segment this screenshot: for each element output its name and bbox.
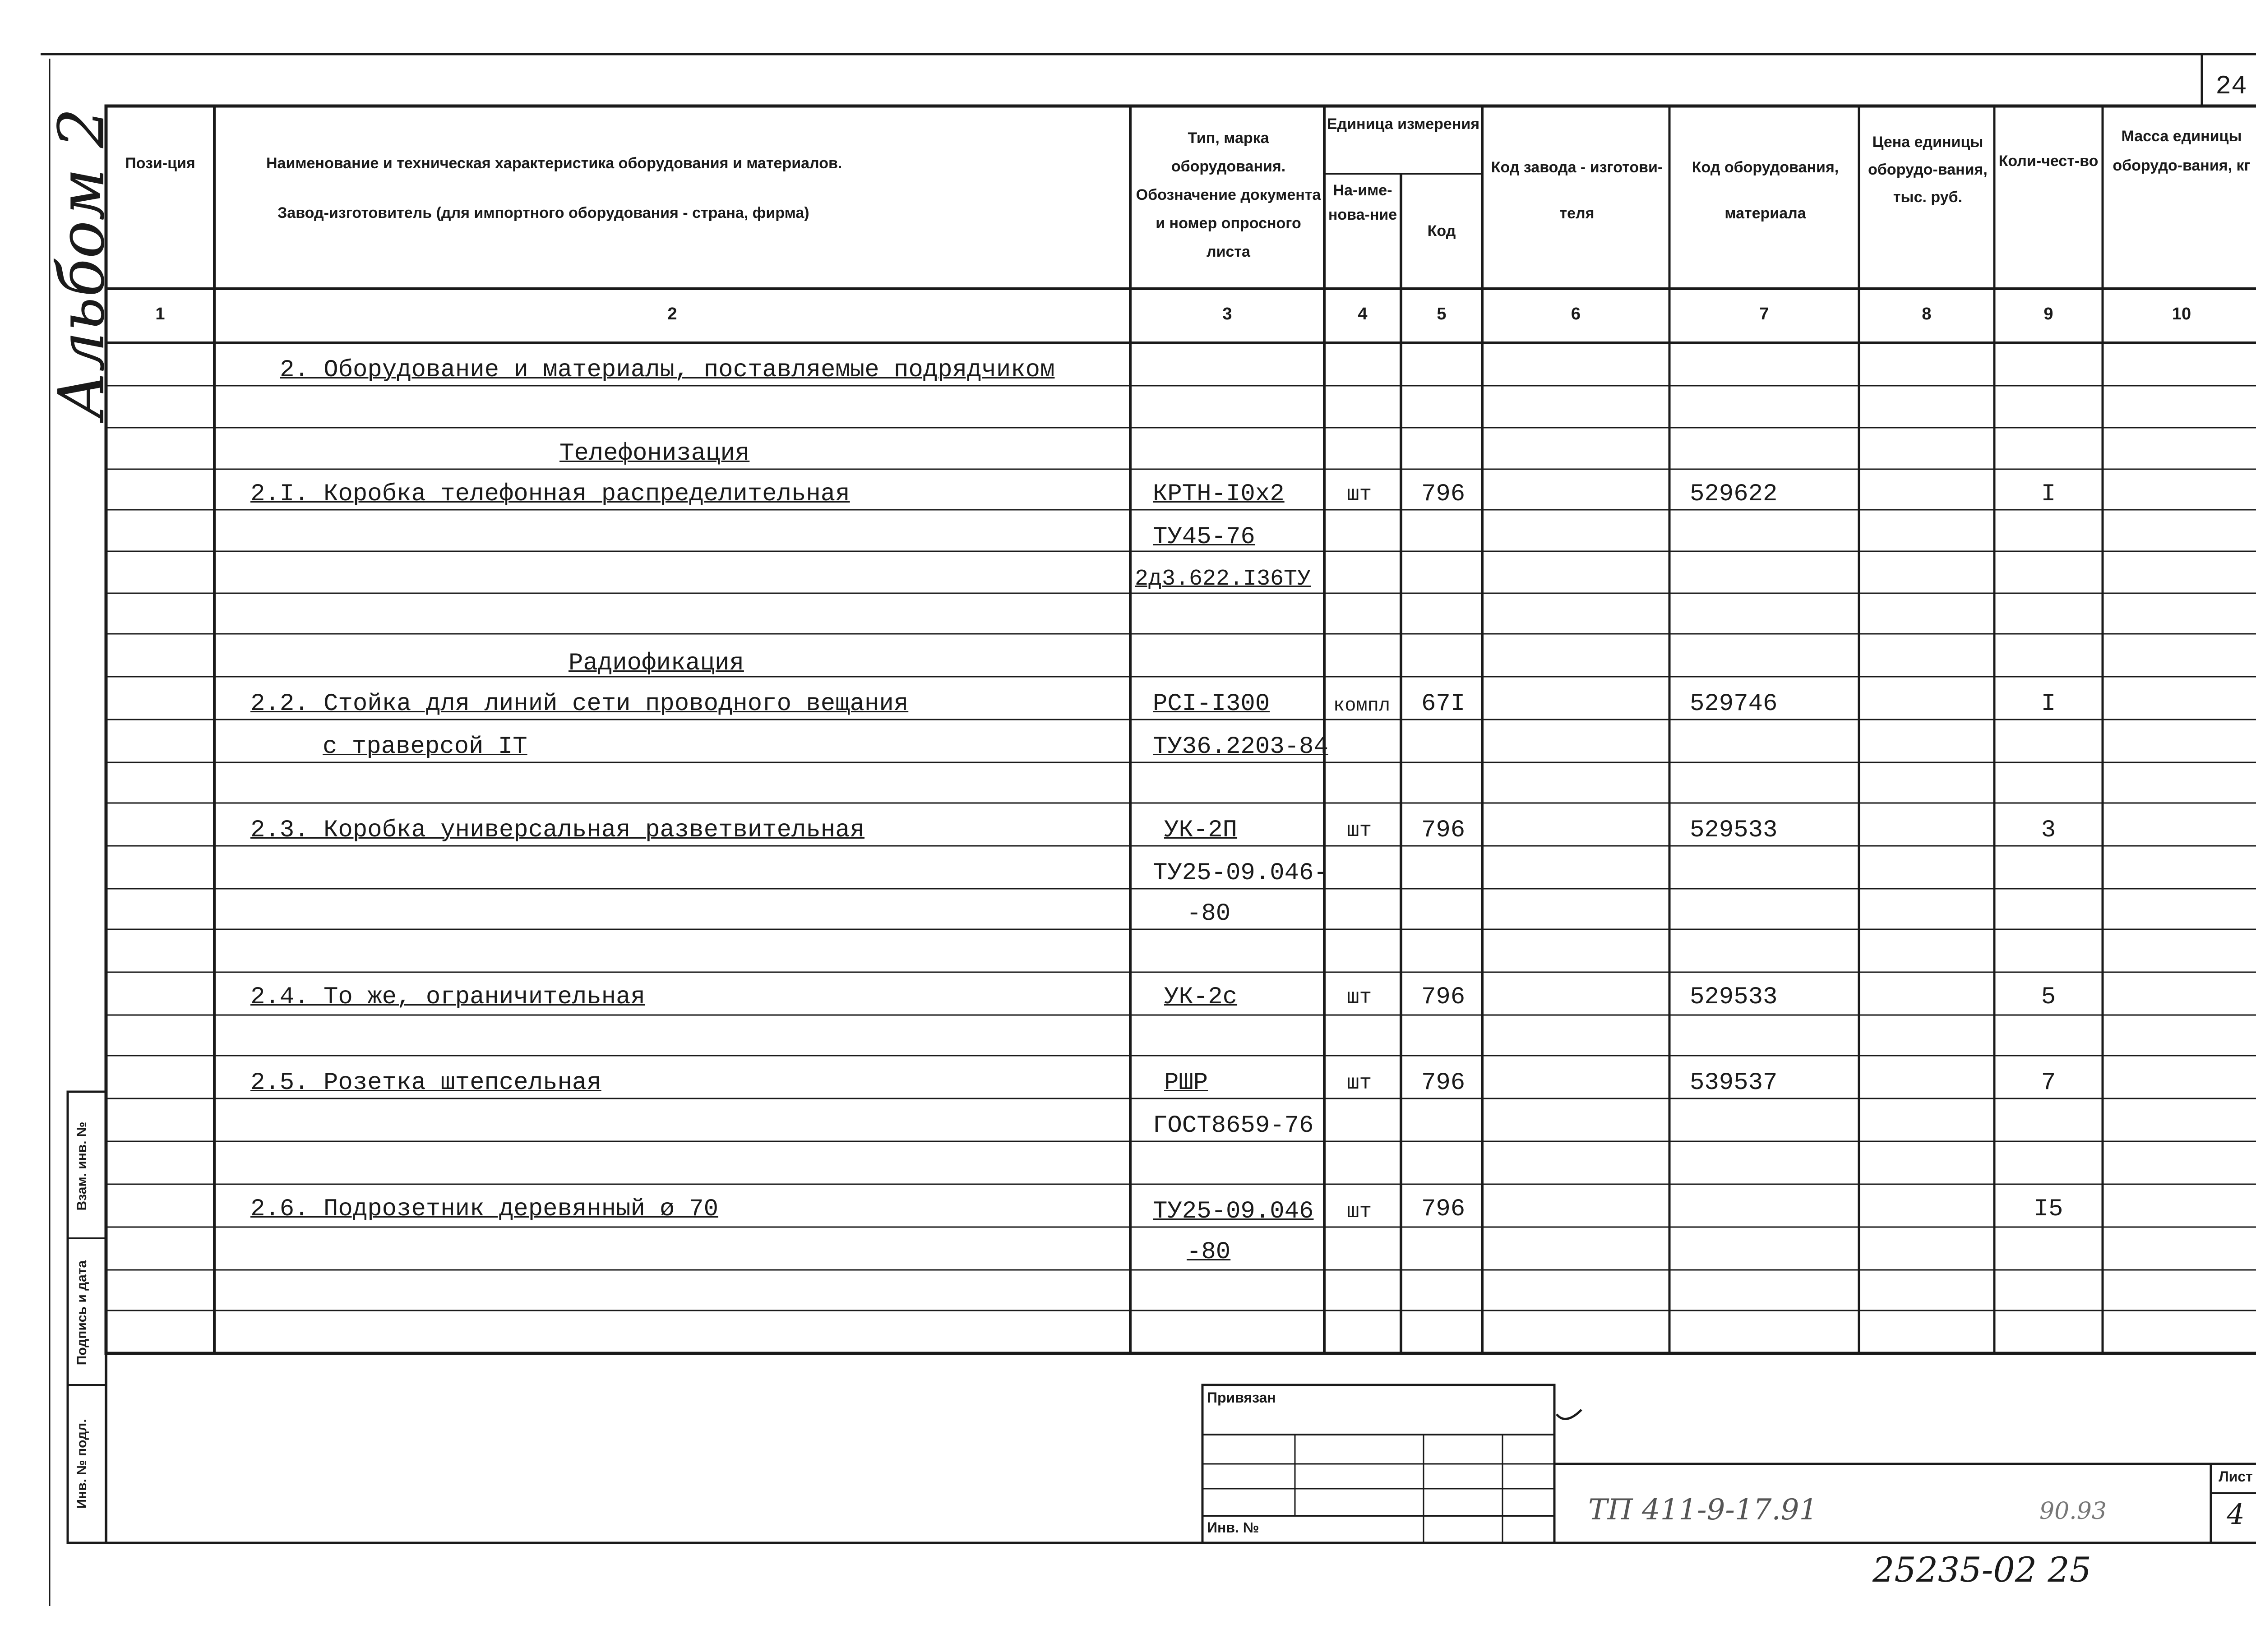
col-number: 10	[2172, 305, 2191, 323]
col-number: 4	[1358, 305, 1368, 323]
row-unit-code: 796	[1421, 1195, 1465, 1223]
header-name-line1: Наименование и техническая характеристика оборудования и материалов.	[266, 155, 842, 172]
col-number: 8	[1922, 305, 1932, 323]
row-qty: I	[2041, 480, 2056, 508]
archive-number: 25235-02 25	[1872, 1550, 2092, 1590]
album-label: Альбом 2	[45, 108, 119, 420]
col-number: 5	[1437, 305, 1447, 323]
row-name: 2.I. Коробка телефонная распределительная	[250, 480, 850, 508]
row-code: 529533	[1690, 817, 1778, 844]
row-unit: компл	[1333, 695, 1391, 716]
header-quantity: Коли-чест-во	[1998, 152, 2099, 170]
row-code: 529533	[1690, 983, 1778, 1011]
header-unit-code: Код	[1427, 222, 1456, 240]
row-unit: шт	[1347, 986, 1372, 1009]
col-number: 9	[2043, 305, 2053, 323]
section-radio: Радиофикация	[569, 650, 744, 677]
row-name: 2.5. Розетка штепсельная	[250, 1069, 601, 1097]
row-type: 2д3.622.I36ТУ	[1135, 566, 1311, 592]
row-name: 2.4. То же, ограничительная	[250, 983, 645, 1011]
row-qty: I	[2041, 690, 2056, 718]
col-number: 7	[1759, 305, 1769, 323]
col-number: 1	[155, 305, 165, 323]
row-type: РСI-I300	[1153, 690, 1270, 718]
row-name: 2.2. Стойка для линий сети проводного вещания	[250, 690, 909, 718]
row-type: РШР	[1164, 1069, 1208, 1097]
row-unit: шт	[1347, 819, 1372, 842]
header-unit-group: Единица измерения	[1327, 115, 1480, 133]
row-type: ТУ45-76	[1153, 523, 1255, 551]
row-name: 2.3. Коробка универсальная разветвительная	[250, 817, 865, 844]
row-qty: I5	[2034, 1195, 2063, 1223]
row-qty: 5	[2041, 983, 2056, 1011]
sheet-number: 4	[2227, 1498, 2245, 1531]
row-type: ГОСТ8659-76	[1153, 1112, 1314, 1140]
section-title: 2. Оборудование и материалы, поставляемые подрядчиком	[280, 356, 1055, 384]
row-unit-code: 796	[1421, 480, 1465, 508]
header-mass: Масса единицы оборудо-вания, кг	[2113, 128, 2251, 174]
header-price: Цена единицы оборудо-вания, тыс. руб.	[1868, 134, 1988, 206]
row-unit: шт	[1347, 483, 1372, 506]
row-type: ТУ36.2203-84	[1153, 733, 1328, 761]
stamp-inv-label: Инв. №	[1207, 1519, 1259, 1536]
row-code: 539537	[1690, 1069, 1778, 1097]
row-unit-code: 796	[1421, 1069, 1465, 1097]
row-name-continued: с траверсой IТ	[323, 733, 527, 761]
row-code: 529746	[1690, 690, 1778, 718]
side-stamp-inv-label: Инв. № подл.	[74, 1419, 89, 1509]
header-position: Пози-ция	[125, 155, 195, 172]
row-type: -80	[1187, 900, 1231, 928]
project-suffix: 90.93	[2039, 1498, 2107, 1525]
row-unit: шт	[1347, 1200, 1372, 1223]
row-qty: 3	[2041, 817, 2056, 844]
stamp-bound-label: Привязан	[1207, 1389, 1276, 1406]
header-factory-code: Код завода - изготови-теля	[1491, 159, 1663, 222]
header-unit-name: На-име-нова-ние	[1328, 182, 1397, 224]
col-number: 3	[1222, 305, 1232, 323]
header-type: Тип, марка оборудования. Обозначение документа и номер опросного листа	[1136, 129, 1321, 260]
row-type: КРТН-I0х2	[1153, 480, 1285, 508]
row-type: УК-2с	[1164, 983, 1238, 1011]
side-stamp-replace-label: Взам. инв. №	[74, 1121, 89, 1211]
col-number: 2	[667, 305, 677, 323]
header-equipment-code: Код оборудования, материала	[1692, 159, 1839, 222]
row-type: -80	[1187, 1238, 1231, 1266]
header-name-line2: Завод-изготовитель (для импортного оборудования - страна, фирма)	[277, 204, 809, 221]
row-type: УК-2П	[1164, 817, 1238, 844]
section-telephone: Телефонизация	[559, 440, 750, 467]
col-number: 6	[1571, 305, 1581, 323]
row-type: ТУ25-09.046-	[1153, 859, 1328, 887]
project-code: ТП 411-9-17.91	[1588, 1493, 1818, 1527]
sheet-label: Лист	[2219, 1468, 2253, 1485]
row-type: ТУ25-09.046	[1153, 1198, 1314, 1225]
row-code: 529622	[1690, 480, 1778, 508]
row-unit-code: 67I	[1421, 690, 1465, 718]
row-unit: шт	[1347, 1071, 1372, 1095]
row-unit-code: 796	[1421, 817, 1465, 844]
row-unit-code: 796	[1421, 983, 1465, 1011]
side-stamp-signature-label: Подпись и дата	[74, 1260, 89, 1366]
sheet-corner-number: 24	[2215, 72, 2247, 102]
row-qty: 7	[2041, 1069, 2056, 1097]
row-name: 2.6. Подрозетник деревянный ø 70	[250, 1195, 718, 1223]
